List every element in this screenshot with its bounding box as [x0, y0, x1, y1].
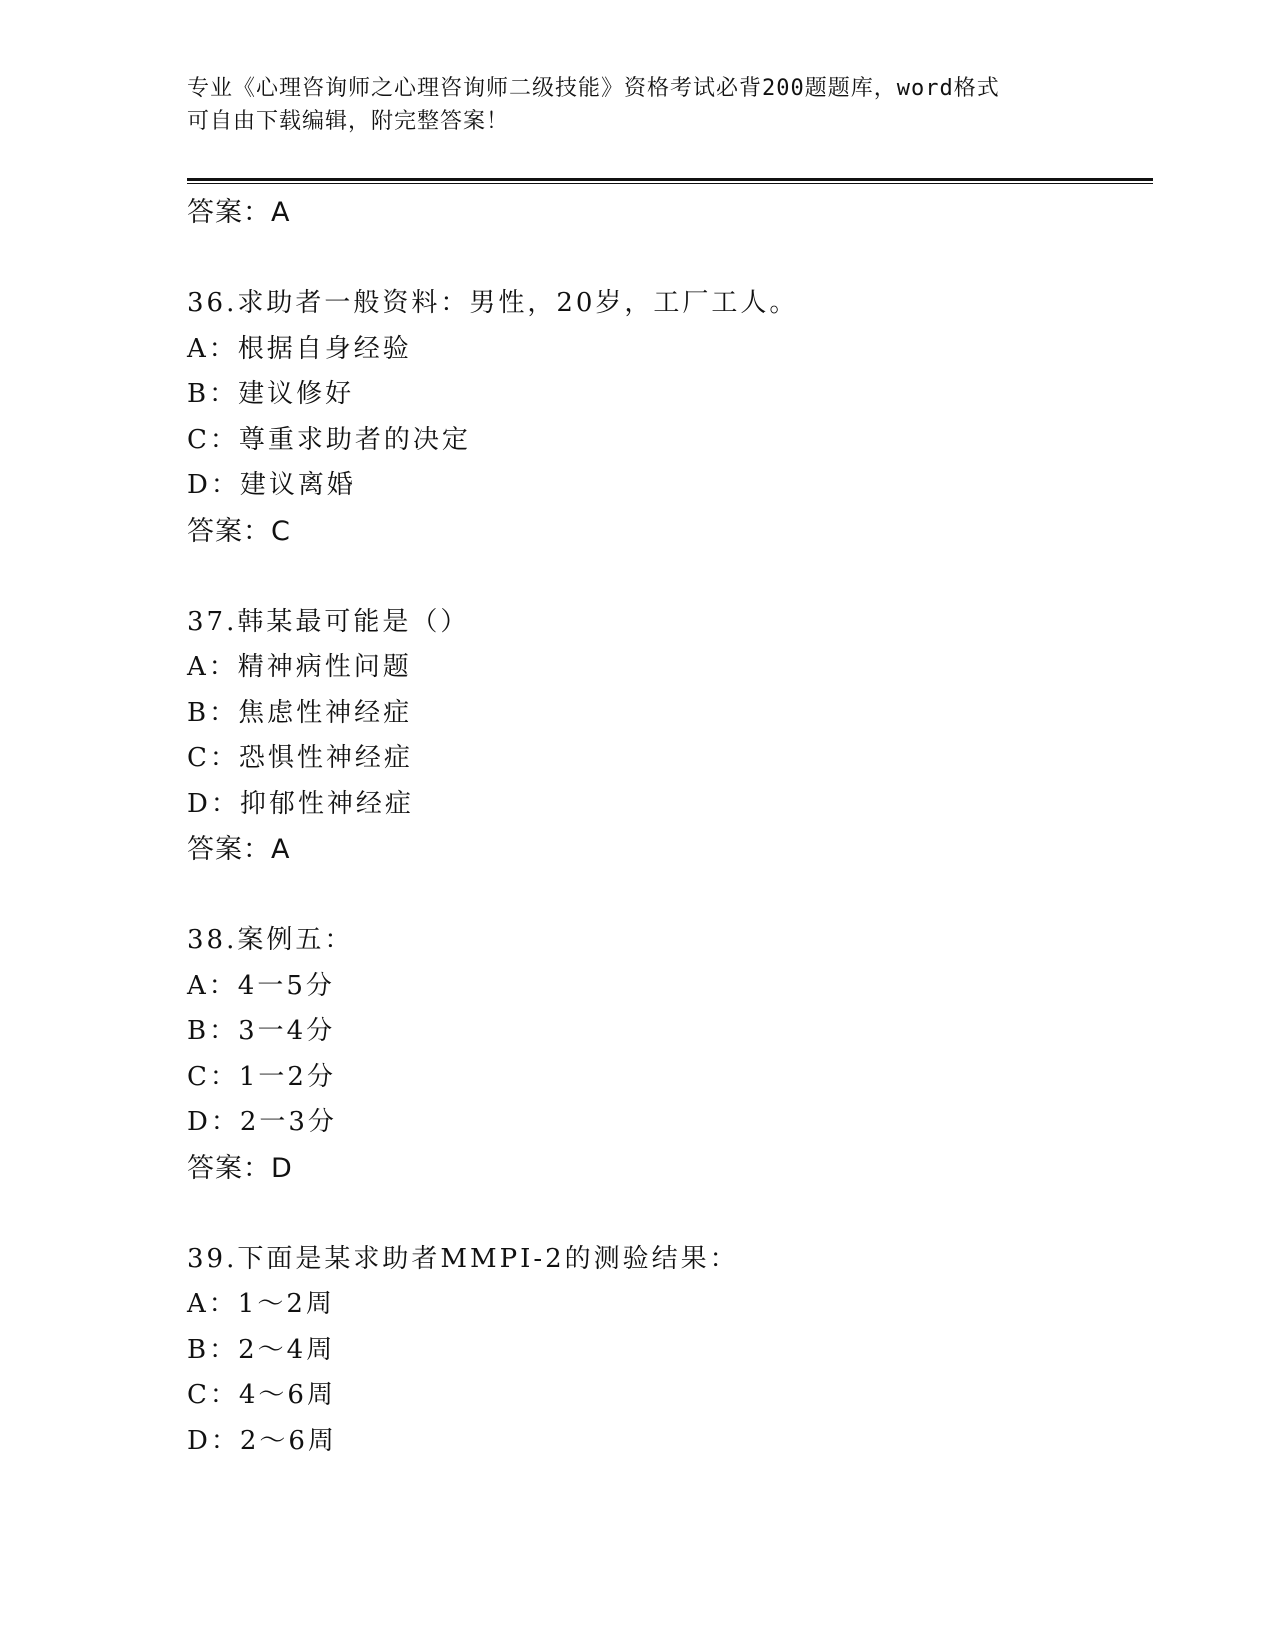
option-d: D：2一3分 [187, 1107, 337, 1137]
question-list [187, 190, 1147, 1464]
question-stem: 38.案例五： [187, 925, 354, 955]
option-a: A：1～2周 [187, 1289, 335, 1319]
spacer [187, 873, 1147, 919]
question-block-38 [187, 918, 1147, 1191]
option-c: C：1一2分 [187, 1061, 336, 1092]
document-header [187, 72, 1087, 138]
option-d: D：建议离婚 [187, 470, 356, 500]
option-b: B：焦虑性神经症 [187, 697, 413, 728]
question-stem: 37.韩某最可能是（） [187, 606, 470, 637]
question-block-37 [187, 600, 1147, 873]
option-c: C：4～6周 [187, 1380, 336, 1410]
header-rule-thick [187, 178, 1153, 181]
answer-line: 答案：A [187, 834, 291, 865]
option-b: B：建议修好 [187, 379, 355, 409]
option-d: D：抑郁性神经症 [187, 788, 414, 819]
answer-line: 答案：A [187, 197, 291, 228]
option-a: A：根据自身经验 [187, 333, 412, 364]
answer-line: 答案：D [187, 1152, 293, 1184]
option-b: B：2～4周 [187, 1334, 336, 1365]
answer-line: 答案：C [187, 515, 291, 547]
question-stem: 39.下面是某求助者MMPI-2的测验结果： [187, 1243, 739, 1274]
question-block-39 [187, 1237, 1147, 1465]
question-stem: 36.求助者一般资料：男性，20岁，工厂工人。 [187, 288, 799, 318]
option-d: D：2～6周 [187, 1425, 337, 1456]
header-rule-thin [187, 183, 1153, 184]
header-line-1: 专业《心理咨询师之心理咨询师二级技能》资格考试必背200题题库，word格式 [187, 76, 1000, 101]
question-block-36 [187, 281, 1147, 554]
option-b: B：3一4分 [187, 1016, 336, 1046]
option-c: C：尊重求助者的决定 [187, 424, 471, 455]
option-a: A：4一5分 [187, 970, 335, 1001]
spacer [187, 236, 1147, 282]
option-a: A：精神病性问题 [187, 652, 412, 682]
header-line-2: 可自由下载编辑，附完整答案！ [187, 109, 510, 134]
spacer [187, 1191, 1147, 1237]
spacer [187, 554, 1147, 600]
option-c: C：恐惧性神经症 [187, 743, 413, 773]
